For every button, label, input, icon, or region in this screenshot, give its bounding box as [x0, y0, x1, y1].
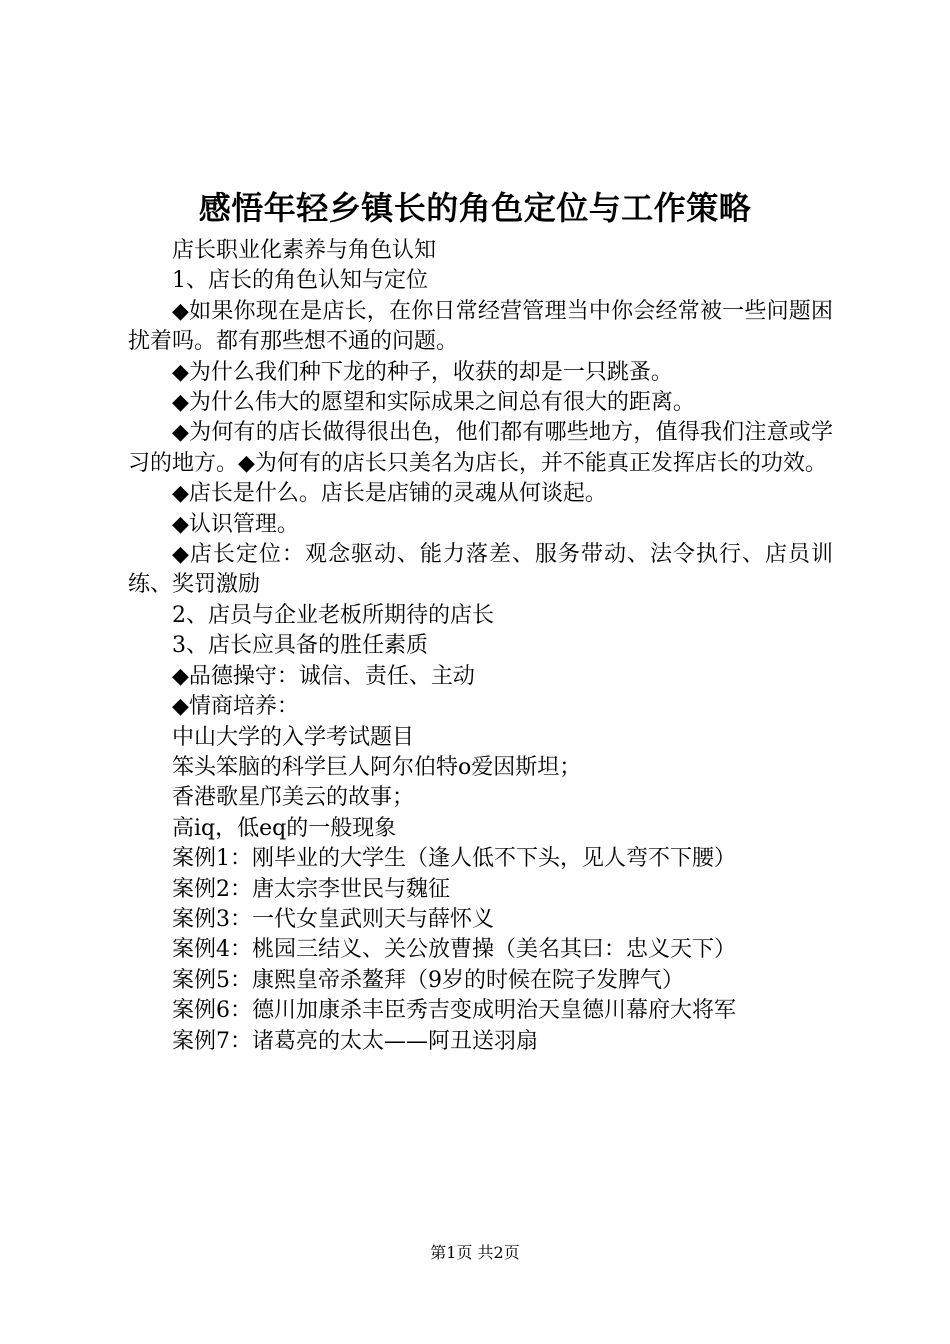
- document-title: 感悟年轻乡镇长的角色定位与工作策略: [198, 189, 752, 227]
- paragraph: 案例2：唐太宗李世民与魏征: [172, 876, 450, 902]
- paragraph: 中山大学的入学考试题目: [172, 724, 415, 750]
- paragraph: 1、店长的角色认知与定位: [172, 268, 428, 294]
- paragraph: ◆为什么我们种下龙的种子，收获的却是一只跳蚤。: [172, 359, 673, 385]
- paragraph: 店长职业化素养与角色认知: [172, 238, 437, 263]
- paragraph: 案例7：诸葛亮的太太——阿丑送羽扇: [172, 1028, 538, 1054]
- paragraph: 案例6：德川加康杀丰臣秀吉变成明治天皇德川幕府大将军: [172, 998, 736, 1024]
- page-number-footer: 第1页 共2页: [430, 1243, 520, 1262]
- paragraph: 笨头笨脑的科学巨人阿尔伯特o爱因斯坦；: [172, 754, 582, 780]
- paragraph: ◆为什么伟大的愿望和实际成果之间总有很大的距离。: [172, 390, 695, 416]
- paragraph: ◆如果你现在是店长，在你日常经营管理当中你会经常被一些问题困扰着吗。都有那些想不通的问题。: [128, 298, 833, 355]
- paragraph: 案例5：康熙皇帝杀鳌拜（9岁的时候在院子发脾气）: [172, 967, 684, 993]
- paragraph: ◆店长定位：观念驱动、能力落差、服务带动、法令执行、店员训练、奖罚激励: [128, 542, 833, 598]
- paragraph: ◆情商培养：: [172, 694, 299, 720]
- paragraph: ◆品德操守：诚信、责任、主动: [172, 663, 475, 689]
- paragraph: 高iq，低eq的一般现象: [172, 815, 397, 841]
- paragraph: ◆店长是什么。店长是店铺的灵魂从何谈起。: [172, 481, 607, 507]
- paragraph: 案例3：一代女皇武则天与薛怀义: [172, 906, 494, 932]
- paragraph: ◆为何有的店长做得很出色，他们都有哪些地方，值得我们注意或学习的地方。◆为何有的店长只美名为店长，并不能真正发挥店长的功效。: [128, 420, 833, 476]
- paragraph: 案例1：刚毕业的大学生（逢人低不下头，见人弯不下腰）: [172, 846, 736, 872]
- paragraph: ◆认识管理。: [172, 511, 299, 537]
- paragraph: 香港歌星邝美云的故事；: [172, 785, 415, 811]
- paragraph: 3、店长应具备的胜任素质: [172, 633, 428, 659]
- paragraph: 2、店员与企业老板所期待的店长: [172, 602, 494, 628]
- paragraph: 案例4：桃园三结义、关公放曹操（美名其曰：忠义天下）: [172, 937, 736, 963]
- document-body: [128, 236, 833, 1057]
